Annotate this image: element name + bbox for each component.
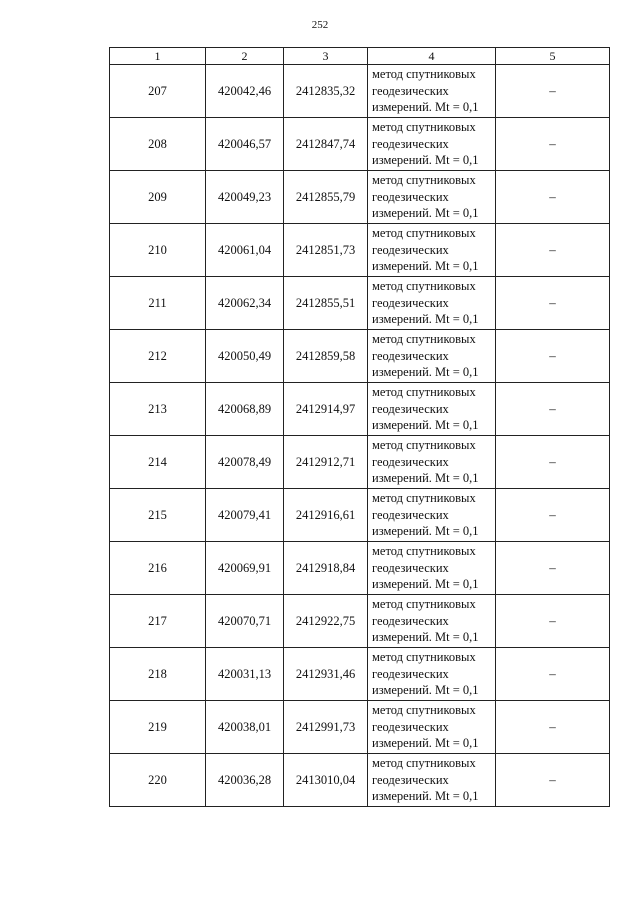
note-cell: – — [496, 65, 610, 118]
method-line: геодезических — [372, 772, 449, 787]
method-line: метод спутниковых — [372, 438, 476, 453]
method-line: геодезических — [372, 242, 449, 257]
note-cell: – — [496, 595, 610, 648]
x-coordinate-cell: 420046,57 — [206, 118, 284, 171]
method-line: метод спутниковых — [372, 597, 476, 612]
method-cell — [368, 489, 496, 542]
table-row — [110, 330, 610, 383]
y-coordinate-cell: 2412918,84 — [284, 542, 368, 595]
y-coordinate-cell: 2412859,58 — [284, 330, 368, 383]
note-cell: – — [496, 489, 610, 542]
method-cell — [368, 648, 496, 701]
method-line: измерений. Mt = 0,1 — [372, 259, 479, 274]
x-coordinate-cell: 420062,34 — [206, 277, 284, 330]
method-line: измерений. Mt = 0,1 — [372, 418, 479, 433]
method-line: метод спутниковых — [372, 544, 476, 559]
method-line: измерений. Mt = 0,1 — [372, 630, 479, 645]
y-coordinate-cell: 2412855,51 — [284, 277, 368, 330]
x-coordinate-cell: 420038,01 — [206, 701, 284, 754]
point-number-cell: 218 — [110, 648, 206, 701]
method-line: геодезических — [372, 454, 449, 469]
table-row — [110, 171, 610, 224]
point-number-cell: 220 — [110, 754, 206, 807]
point-number-cell: 212 — [110, 330, 206, 383]
method-line: геодезических — [372, 348, 449, 363]
table-row — [110, 595, 610, 648]
method-line: метод спутниковых — [372, 332, 476, 347]
method-line: измерений. Mt = 0,1 — [372, 100, 479, 115]
note-cell: – — [496, 224, 610, 277]
table-row — [110, 489, 610, 542]
table-row — [110, 65, 610, 118]
y-coordinate-cell: 2413010,04 — [284, 754, 368, 807]
y-coordinate-cell: 2412916,61 — [284, 489, 368, 542]
x-coordinate-cell: 420069,91 — [206, 542, 284, 595]
method-line: измерений. Mt = 0,1 — [372, 365, 479, 380]
x-coordinate-cell: 420049,23 — [206, 171, 284, 224]
method-cell — [368, 171, 496, 224]
method-line: метод спутниковых — [372, 491, 476, 506]
y-coordinate-cell: 2412912,71 — [284, 436, 368, 489]
method-cell — [368, 65, 496, 118]
table-header-row — [110, 48, 610, 65]
method-line: геодезических — [372, 560, 449, 575]
table-row — [110, 542, 610, 595]
header-col-1: 1 — [110, 48, 206, 65]
table-body — [110, 65, 610, 807]
table-row — [110, 383, 610, 436]
y-coordinate-cell: 2412847,74 — [284, 118, 368, 171]
x-coordinate-cell: 420078,49 — [206, 436, 284, 489]
table-row — [110, 277, 610, 330]
method-line: измерений. Mt = 0,1 — [372, 206, 479, 221]
x-coordinate-cell: 420079,41 — [206, 489, 284, 542]
method-cell — [368, 330, 496, 383]
method-line: геодезических — [372, 507, 449, 522]
table-row — [110, 436, 610, 489]
point-number-cell: 217 — [110, 595, 206, 648]
header-col-4: 4 — [368, 48, 496, 65]
point-number-cell: 207 — [110, 65, 206, 118]
method-line: геодезических — [372, 189, 449, 204]
y-coordinate-cell: 2412855,79 — [284, 171, 368, 224]
method-cell — [368, 383, 496, 436]
method-line: измерений. Mt = 0,1 — [372, 683, 479, 698]
method-line: геодезических — [372, 666, 449, 681]
note-cell: – — [496, 701, 610, 754]
note-cell: – — [496, 436, 610, 489]
method-cell — [368, 224, 496, 277]
method-cell — [368, 542, 496, 595]
y-coordinate-cell: 2412835,32 — [284, 65, 368, 118]
point-number-cell: 215 — [110, 489, 206, 542]
header-col-5: 5 — [496, 48, 610, 65]
note-cell: – — [496, 754, 610, 807]
method-line: метод спутниковых — [372, 385, 476, 400]
y-coordinate-cell: 2412914,97 — [284, 383, 368, 436]
method-line: измерений. Mt = 0,1 — [372, 312, 479, 327]
y-coordinate-cell: 2412931,46 — [284, 648, 368, 701]
header-col-3: 3 — [284, 48, 368, 65]
y-coordinate-cell: 2412851,73 — [284, 224, 368, 277]
note-cell: – — [496, 542, 610, 595]
point-number-cell: 219 — [110, 701, 206, 754]
x-coordinate-cell: 420036,28 — [206, 754, 284, 807]
note-cell: – — [496, 277, 610, 330]
note-cell: – — [496, 383, 610, 436]
method-cell — [368, 595, 496, 648]
method-line: геодезических — [372, 295, 449, 310]
method-line: измерений. Mt = 0,1 — [372, 153, 479, 168]
note-cell: – — [496, 171, 610, 224]
method-line: метод спутниковых — [372, 173, 476, 188]
note-cell: – — [496, 118, 610, 171]
method-line: измерений. Mt = 0,1 — [372, 471, 479, 486]
point-number-cell: 208 — [110, 118, 206, 171]
method-line: метод спутниковых — [372, 120, 476, 135]
table-row — [110, 754, 610, 807]
method-line: метод спутниковых — [372, 756, 476, 771]
point-number-cell: 211 — [110, 277, 206, 330]
y-coordinate-cell: 2412922,75 — [284, 595, 368, 648]
point-number-cell: 210 — [110, 224, 206, 277]
point-number-cell: 209 — [110, 171, 206, 224]
table-row — [110, 118, 610, 171]
method-line: измерений. Mt = 0,1 — [372, 577, 479, 592]
table-row — [110, 701, 610, 754]
method-cell — [368, 436, 496, 489]
coordinates-table — [109, 47, 610, 807]
y-coordinate-cell: 2412991,73 — [284, 701, 368, 754]
table-row — [110, 648, 610, 701]
x-coordinate-cell: 420042,46 — [206, 65, 284, 118]
method-line: метод спутниковых — [372, 279, 476, 294]
method-cell — [368, 701, 496, 754]
method-line: метод спутниковых — [372, 703, 476, 718]
x-coordinate-cell: 420031,13 — [206, 648, 284, 701]
point-number-cell: 214 — [110, 436, 206, 489]
table-row — [110, 224, 610, 277]
note-cell: – — [496, 648, 610, 701]
method-line: геодезических — [372, 613, 449, 628]
method-cell — [368, 277, 496, 330]
method-line: метод спутниковых — [372, 67, 476, 82]
x-coordinate-cell: 420050,49 — [206, 330, 284, 383]
method-cell — [368, 754, 496, 807]
header-col-2: 2 — [206, 48, 284, 65]
x-coordinate-cell: 420068,89 — [206, 383, 284, 436]
note-cell: – — [496, 330, 610, 383]
x-coordinate-cell: 420070,71 — [206, 595, 284, 648]
method-line: измерений. Mt = 0,1 — [372, 736, 479, 751]
page-number: 252 — [311, 19, 329, 31]
point-number-cell: 216 — [110, 542, 206, 595]
method-cell — [368, 118, 496, 171]
method-line: геодезических — [372, 719, 449, 734]
point-number-cell: 213 — [110, 383, 206, 436]
x-coordinate-cell: 420061,04 — [206, 224, 284, 277]
method-line: геодезических — [372, 136, 449, 151]
method-line: измерений. Mt = 0,1 — [372, 789, 479, 804]
method-line: метод спутниковых — [372, 226, 476, 241]
method-line: метод спутниковых — [372, 650, 476, 665]
method-line: геодезических — [372, 83, 449, 98]
method-line: геодезических — [372, 401, 449, 416]
method-line: измерений. Mt = 0,1 — [372, 524, 479, 539]
